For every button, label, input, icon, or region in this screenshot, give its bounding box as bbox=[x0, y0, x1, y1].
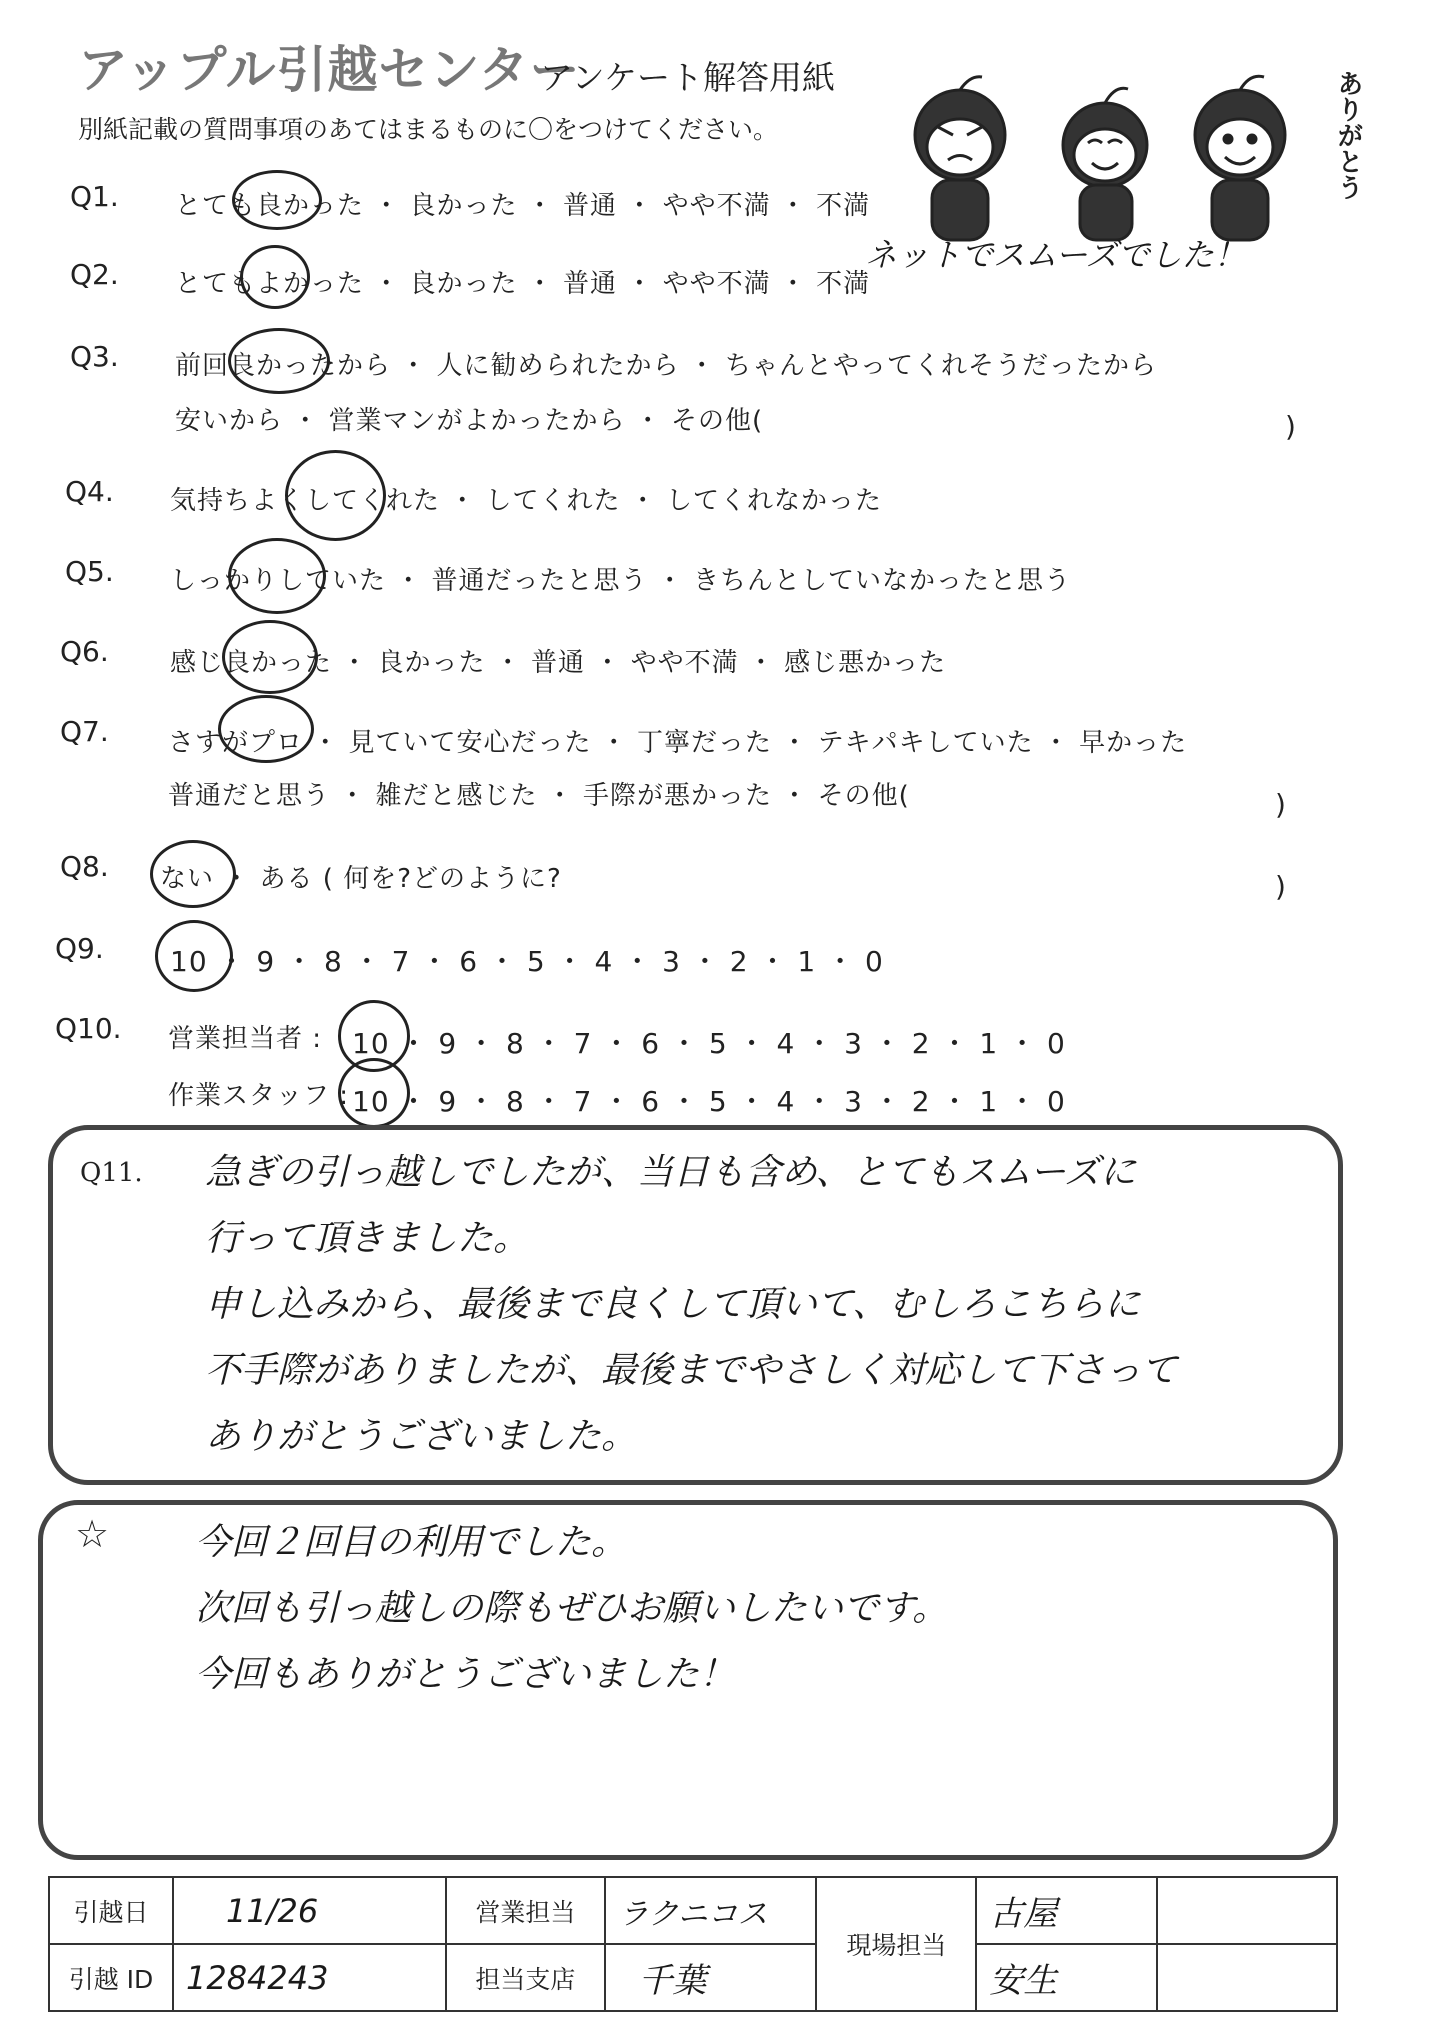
q11-handwritten-comment bbox=[205, 1140, 1177, 1470]
q10-sales-label: 営業担当者 : bbox=[168, 1024, 323, 1054]
star-icon: ☆ bbox=[75, 1512, 110, 1556]
move-date-text: 11/26 bbox=[225, 1891, 319, 1930]
site-rep-2-value bbox=[976, 1944, 1156, 2011]
q8-label: Q8. bbox=[60, 850, 109, 883]
q6-options: 感じ良かった ・ 良かった ・ 普通 ・ やや不満 ・ 感じ悪かった bbox=[170, 648, 947, 678]
mascot-illustration bbox=[890, 55, 1330, 255]
q9-label: Q9. bbox=[55, 932, 104, 965]
extra-line: 今回２回目の利用でした。 bbox=[195, 1522, 628, 1563]
q11-line: ありがとうございました。 bbox=[205, 1416, 638, 1457]
q8-close-paren: ) bbox=[1275, 870, 1286, 903]
q11-line: 行って頂きました。 bbox=[205, 1218, 530, 1259]
site-rep-1-value bbox=[976, 1877, 1156, 1944]
monkey-laughing-icon bbox=[1063, 88, 1147, 240]
q1-answer-circle bbox=[232, 170, 322, 230]
q8-answer-circle bbox=[150, 840, 236, 908]
extra-line: 次回も引っ越しの際もぜひお願いしたいです。 bbox=[195, 1588, 949, 1629]
q5-options: しっかりしていた ・ 普通だったと思う ・ きちんとしていなかったと思う bbox=[170, 566, 1072, 596]
monkey-smiling-icon bbox=[1195, 76, 1285, 240]
q3-options-line2: 安いから ・ 営業マンがよかったから ・ その他( bbox=[175, 406, 764, 436]
q9-answer-circle bbox=[155, 920, 233, 992]
extra-handwritten-comment bbox=[195, 1510, 948, 1708]
site-rep-1-text: 古屋 bbox=[989, 1894, 1058, 1934]
branch-value bbox=[605, 1944, 816, 2011]
q5-answer-circle bbox=[228, 538, 326, 614]
q4-options: 気持ちよくしてくれた ・ してくれた ・ してくれなかった bbox=[170, 486, 883, 516]
instructions: 別紙記載の質問事項のあてはまるものに〇をつけてください。 bbox=[78, 115, 779, 144]
form-subtitle: アンケート解答用紙 bbox=[540, 58, 836, 97]
q11-line: 不手際がありましたが、最後までやさしく対応して下さって bbox=[205, 1350, 1178, 1391]
q3-answer-circle bbox=[228, 328, 330, 394]
q8-options: ない ・ ある ( 何を?どのように? bbox=[160, 864, 562, 894]
move-date-value bbox=[173, 1877, 446, 1944]
move-id-text: 1284243 bbox=[185, 1958, 329, 1997]
q3-options-line1: 前回良かったから ・ 人に勧められたから ・ ちゃんとやってくれそうだったから bbox=[175, 351, 1158, 381]
q4-answer-circle bbox=[285, 450, 386, 541]
q10-sales-scale: 10 ・ 9 ・ 8 ・ 7 ・ 6 ・ 5 ・ 4 ・ 3 ・ 2 ・ 1 ・ 0 bbox=[352, 1027, 1066, 1060]
branch-text: 千葉 bbox=[638, 1961, 707, 2001]
q7-answer-circle bbox=[218, 695, 314, 763]
sales-rep-label: 営業担当 bbox=[446, 1877, 606, 1944]
q10-staff-scale: 10 ・ 9 ・ 8 ・ 7 ・ 6 ・ 5 ・ 4 ・ 3 ・ 2 ・ 1 ・ 0 bbox=[352, 1085, 1066, 1118]
sales-rep-text: ラクニコス bbox=[618, 1896, 768, 1932]
q1-options: とても良かった ・ 良かった ・ 普通 ・ やや不満 ・ 不満 bbox=[175, 191, 871, 221]
q7-options-line1: さすがプロ ・ 見ていて安心だった ・ 丁寧だった ・ テキパキしていた ・ 早かった bbox=[168, 728, 1188, 758]
q6-label: Q6. bbox=[60, 635, 109, 668]
q4-label: Q4. bbox=[65, 475, 114, 508]
q10-staff-answer-circle bbox=[338, 1058, 410, 1128]
extra-line: 今回もありがとうございました！ bbox=[195, 1654, 736, 1695]
move-info-table bbox=[48, 1876, 1338, 2012]
site-rep-label: 現場担当 bbox=[816, 1877, 976, 2011]
q2-options: とてもよかった ・ 良かった ・ 普通 ・ やや不満 ・ 不満 bbox=[175, 269, 871, 299]
q7-label: Q7. bbox=[60, 715, 109, 748]
q1-label: Q1. bbox=[70, 180, 119, 213]
q11-label: Q11. bbox=[80, 1158, 143, 1188]
q7-close-paren: ) bbox=[1275, 788, 1286, 821]
monkey-angry-icon bbox=[915, 77, 1005, 240]
site-rep-2-text: 安生 bbox=[989, 1961, 1058, 2001]
mascot-thanks-text: ありがとう bbox=[1333, 70, 1363, 200]
q3-close-paren: ) bbox=[1285, 410, 1296, 443]
sales-rep-value bbox=[605, 1877, 816, 1944]
q3-label: Q3. bbox=[70, 340, 119, 373]
q9-options: 10 ・ 9 ・ 8 ・ 7 ・ 6 ・ 5 ・ 4 ・ 3 ・ 2 ・ 1 ・ 0 bbox=[170, 945, 884, 978]
q7-options-line2: 普通だと思う ・ 雑だと感じた ・ 手際が悪かった ・ その他( bbox=[168, 781, 910, 811]
q10-label: Q10. bbox=[55, 1012, 122, 1045]
q11-line: 急ぎの引っ越しでしたが、当日も含め、とてもスムーズに bbox=[205, 1152, 1136, 1193]
move-date-label: 引越日 bbox=[49, 1877, 173, 1944]
q2-answer-circle bbox=[240, 245, 310, 309]
q2-label: Q2. bbox=[70, 258, 119, 291]
branch-label: 担当支店 bbox=[446, 1944, 606, 2011]
q6-answer-circle bbox=[222, 620, 318, 694]
move-id-label: 引越 ID bbox=[49, 1944, 173, 2011]
q5-label: Q5. bbox=[65, 555, 114, 588]
company-title: アップル引越センター bbox=[78, 41, 581, 99]
q2-handwritten-note: ネットでスムーズでした！ bbox=[865, 236, 1246, 274]
q11-line: 申し込みから、最後まで良くして頂いて、むしろこちらに bbox=[205, 1284, 1141, 1325]
site-rep-extra-cell-2 bbox=[1157, 1944, 1337, 2011]
move-id-value bbox=[173, 1944, 446, 2011]
q10-staff-label: 作業スタッフ : bbox=[168, 1081, 350, 1111]
site-rep-extra-cell-1 bbox=[1157, 1877, 1337, 1944]
